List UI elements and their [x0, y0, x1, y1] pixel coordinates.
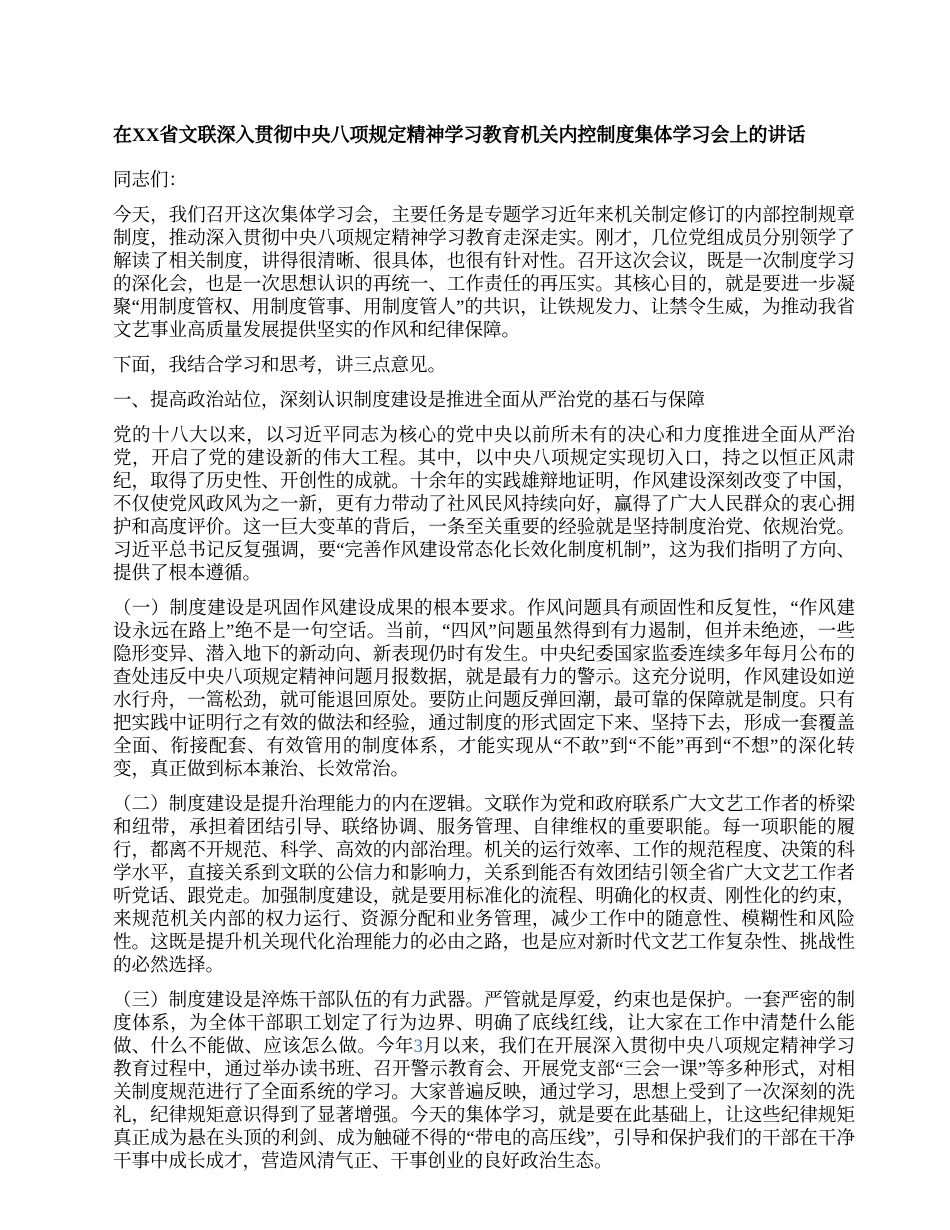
paragraph-point-1: （一）制度建设是巩固作风建设成果的根本要求。作风问题具有顽固性和反复性，“作风建设永远在路上”绝不是一句空话。当前，“四风”问题虽然得到有力遏制，但并未绝迹，一些隐形变异、潜入地下的新动向、新表现仍时有发生。中央纪委国家监委连续多年每月公布的查处违反中央八项规定精神问题月报数据，就是最有力的警示。这充分说明，作风建设如逆水行舟，一篙松劲，就可能退回原处。要防止问题反弹回潮，最可靠的保障就是制度。只有把实践中证明行之有效的做法和经验，通过制度的形式固定下来、坚持下去，形成一套覆盖全面、衔接配套、有效管用的制度体系，才能实现从“不敢”到“不能”再到“不想”的深化转变，真正做到标本兼治、长效常治。: [113, 599, 855, 780]
salutation: 同志们：: [113, 171, 188, 191]
document-title: 在XX省文联深入贯彻中央八项规定精神学习教育机关内控制度集体学习会上的讲话: [113, 125, 806, 146]
paragraph-point-3-text-after: 月以来，我们在开展深入贯彻中央八项规定精神学习教育过程中，通过举办读书班、召开警示教育会、开展党支部“三会一课”等多种形式，对相关制度规范进行了全面系统的学习。大家普遍反映，通过学习，思想上受到了一次深刻的洗礼，纪律规矩意识得到了显著增强。今天的集体学习，就是要在此基础上，让这些纪律规矩真正成为悬在头顶的利剑、成为触碰不得的“带电的高压线”，引导和保护我们的干部在干净干事中成长成才，营造风清气正、干事创业的良好政治生态。: [113, 1037, 855, 1172]
paragraph-transition: 下面，我结合学习和思考，讲三点意见。: [113, 356, 447, 376]
paragraph-opening: 今天，我们召开这次集体学习会，主要任务是专题学习近年来机关制定修订的内部控制规章制度，推动深入贯彻中央八项规定精神学习教育走深走实。刚才，几位党组成员分别领学了解读了相关制度，讲得很清晰、很具体，也很有针对性。召开这次会议，既是一次制度学习的深化会，也是一次思想认识的再统一、工作责任的再压实。其核心目的，就是要进一步凝聚“用制度管权、用制度管事、用制度管人”的共识，让铁规发力、让禁令生威，为推动我省文艺事业高质量发展提供坚实的作风和纪律保障。: [113, 206, 855, 341]
highlighted-number: 3: [413, 1037, 423, 1057]
paragraph-point-3-text-before: （三）制度建设是淬炼干部队伍的有力武器。严管就是厚爱，约束也是保护。一套严密的制度体系，为全体干部职工划定了行为边界、明确了底线红线，让大家在工作中清楚什么能做、什么不能做、应该怎么做。今年: [113, 991, 855, 1057]
section-heading-1: 一、提高政治站位，深刻认识制度建设是推进全面从严治党的基石与保障: [113, 391, 706, 411]
paragraph-section1-intro: 党的十八大以来，以习近平同志为核心的党中央以前所未有的决心和力度推进全面从严治党，开启了党的建设新的伟大工程。其中，以中央八项规定实现切入口，持之以恒正风肃纪，取得了历史性、开创性的成就。十余年的实践雄辩地证明，作风建设深刻改变了中国，不仅使党风政风为之一新，更有力带动了社风民风持续向好，赢得了广大人民群众的衷心拥护和高度评价。这一巨大变革的背后，一条至关重要的经验就是坚持制度治党、依规治党。习近平总书记反复强调，要“完善作风建设常态化长效化制度机制”，这为我们指明了方向、提供了根本遵循。: [113, 426, 855, 584]
paragraph-point-2: （二）制度建设是提升治理能力的内在逻辑。文联作为党和政府联系广大文艺工作者的桥梁和纽带，承担着团结引导、联络协调、服务管理、自律维权的重要职能。每一项职能的履行，都离不开规范、科学、高效的内部治理。机关的运行效率、工作的规范程度、决策的科学水平，直接关系到文联的公信力和影响力，关系到能否有效团结引领全省广大文艺工作者听党话、跟党走。加强制度建设，就是要用标准化的流程、明确化的权责、刚性化的约束，来规范机关内部的权力运行、资源分配和业务管理，减少工作中的随意性、模糊性和风险性。这既是提升机关现代化治理能力的必由之路，也是应对新时代文艺工作复杂性、挑战性的必然选择。: [113, 795, 855, 976]
paragraph-point-3: [113, 990, 855, 1174]
